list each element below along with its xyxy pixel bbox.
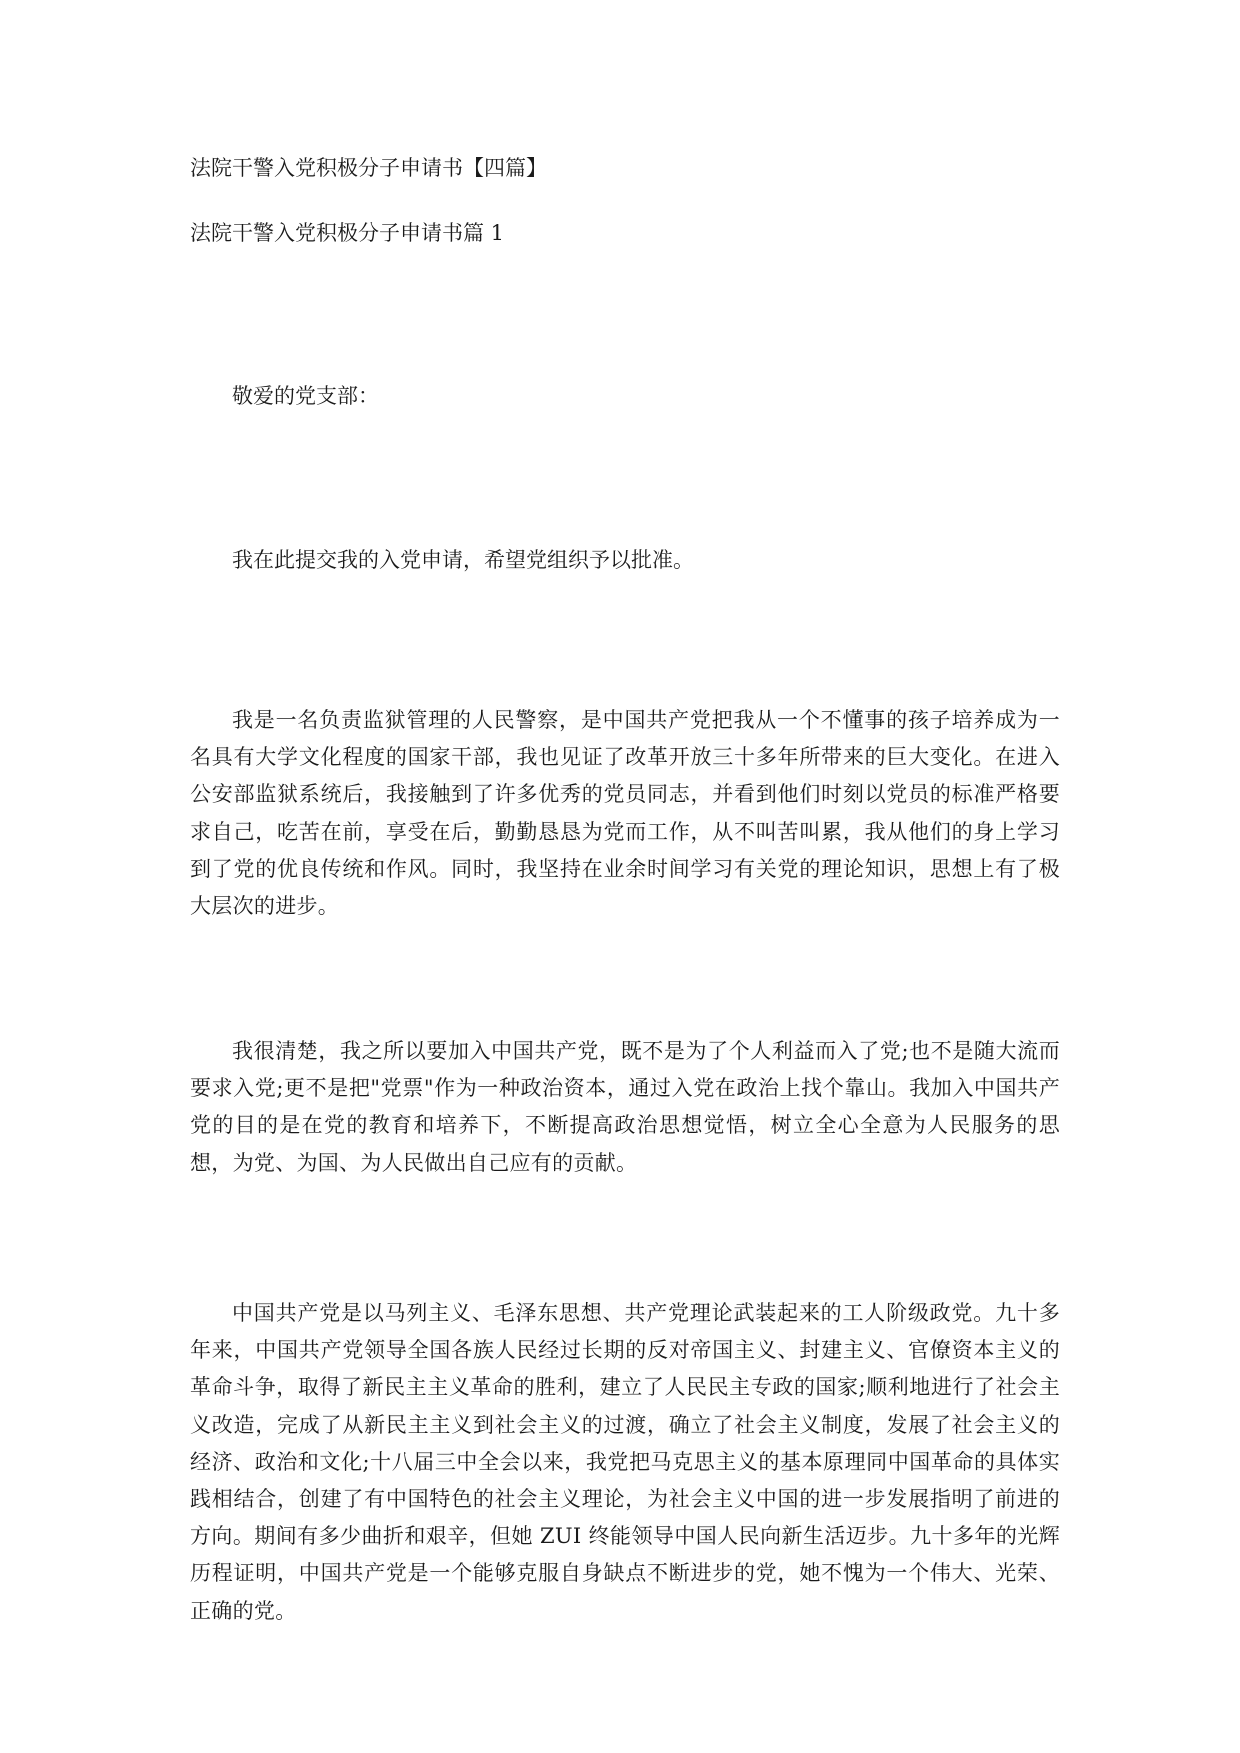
paragraph-1: 我在此提交我的入党申请，希望党组织予以批准。 (232, 548, 694, 572)
document-title: 法院干警入党积极分子申请书【四篇】 (190, 156, 547, 180)
salutation: 敬爱的党支部： (232, 384, 379, 408)
document-subtitle: 法院干警入党积极分子申请书篇 1 (190, 221, 505, 245)
paragraph-3: 我很清楚，我之所以要加入中国共产党，既不是为了个人利益而入了党;也不是随大流而要求入党;更不是把"党票"作为一种政治资本，通过入党在政治上找个靠山。我加入中国共产党的目的是在党的教育和培养下，不断提高政治思想觉悟，树立全心全意为人民服务的思想，为党、为国、为人民做出自己应有的贡献。 (190, 1039, 1060, 1175)
paragraph-4: 中国共产党是以马列主义、毛泽东思想、共产党理论武装起来的工人阶级政党。九十多年来，中国共产党领导全国各族人民经过长期的反对帝国主义、封建主义、官僚资本主义的革命斗争，取得了新民主主义革命的胜利，建立了人民民主专政的国家;顺利地进行了社会主义改造，完成了从新民主主义到社会主义的过渡，确立了社会主义制度，发展了社会主义的经济、政治和文化;十八届三中全会以来，我党把马克思主义的基本原理同中国革命的具体实践相结合，创建了有中国特色的社会主义理论，为社会主义中国的进一步发展指明了前进的方向。期间有多少曲折和艰辛，但她 ZUI 终能领导中国人民向新生活迈步。九十多年的光辉历程证明，中国共产党是一个能够克服自身缺点不断进步的党，她不愧为一个伟大、光荣、正确的党。 (190, 1301, 1060, 1623)
paragraph-2: 我是一名负责监狱管理的人民警察，是中国共产党把我从一个不懂事的孩子培养成为一名具有大学文化程度的国家干部，我也见证了改革开放三十多年所带来的巨大变化。在进入公安部监狱系统后，我接触到了许多优秀的党员同志，并看到他们时刻以党员的标准严格要求自己，吃苦在前，享受在后，勤勤恳恳为党而工作，从不叫苦叫累，我从他们的身上学习到了党的优良传统和作风。同时，我坚持在业余时间学习有关党的理论知识，思想上有了极大层次的进步。 (190, 708, 1060, 919)
